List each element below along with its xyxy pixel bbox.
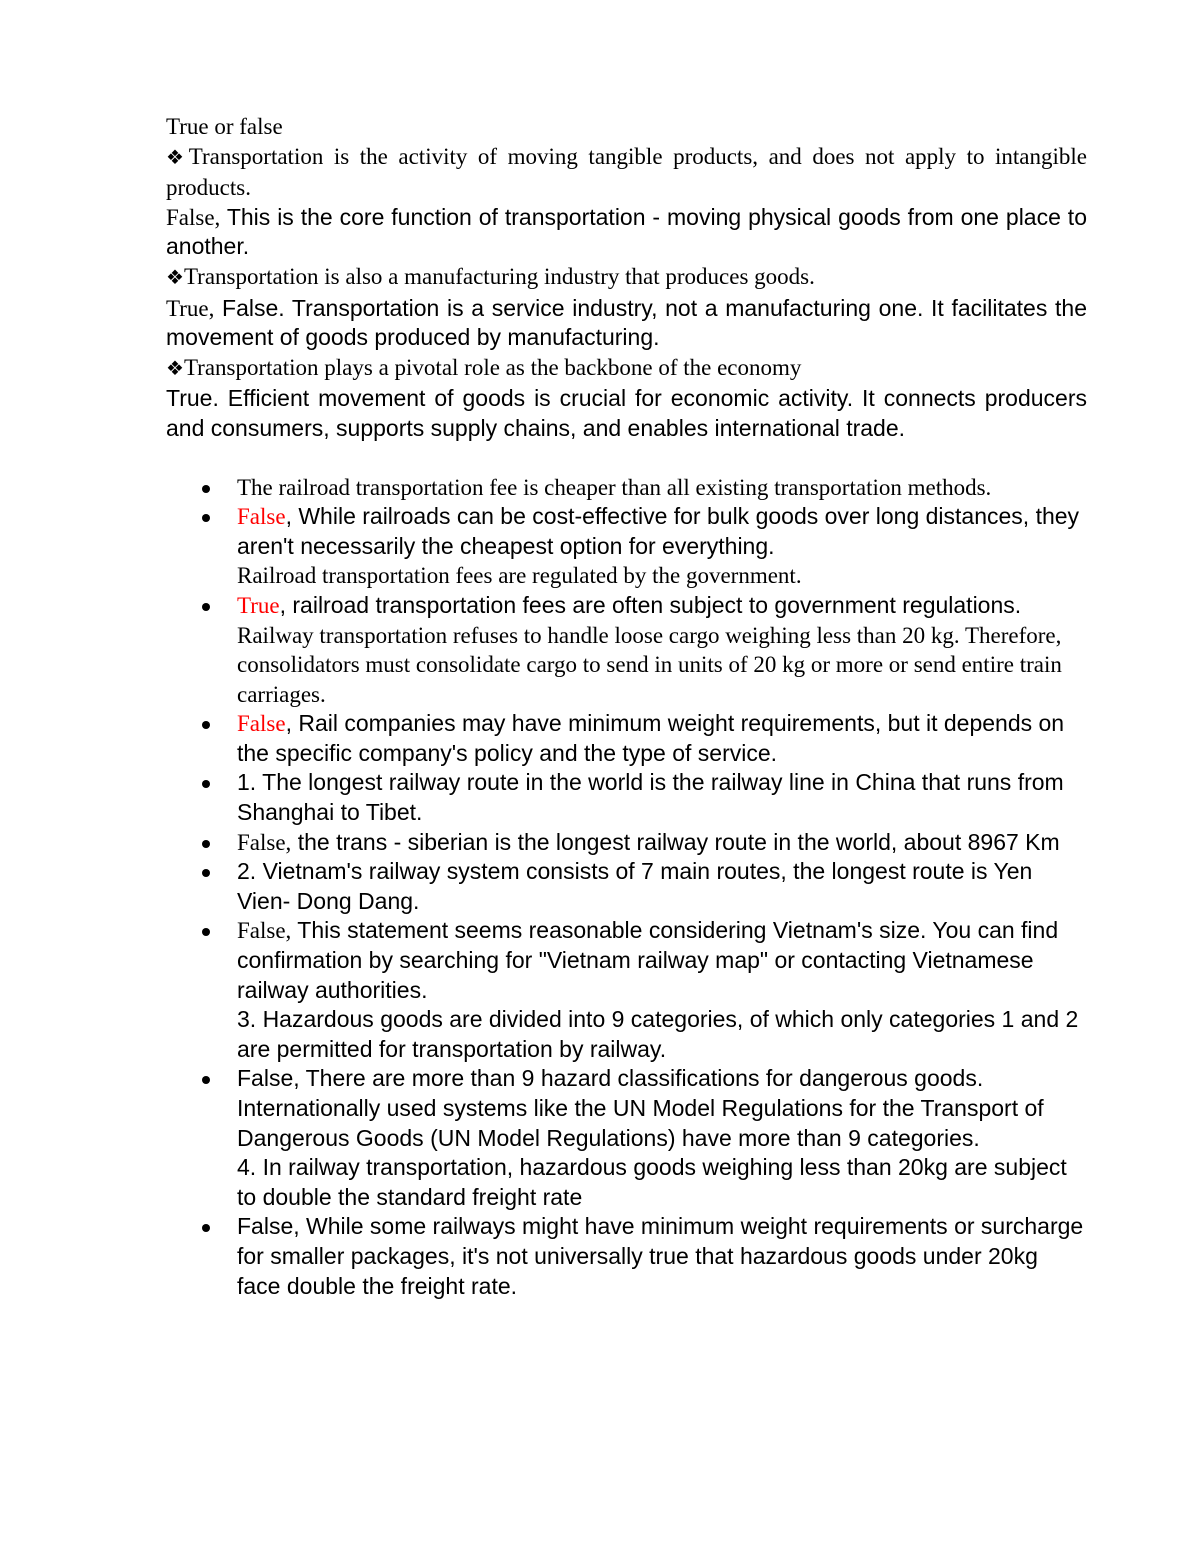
answer-1-label: False, [166, 204, 221, 230]
document-page [166, 112, 1087, 1301]
paragraph-gap [166, 444, 1087, 473]
list-item: 1. The longest railway route in the world is the railway line in China that runs from Shanghai to Tibet. [237, 768, 1087, 827]
list-continuation: Railroad transportation fees are regulated by the government. [237, 563, 802, 589]
answer-2-text: False. Transportation is a service industry, not a manufacturing one. It facilitates the movement of goods produced by manufacturing. [166, 294, 1087, 351]
answer-1 [166, 203, 1087, 262]
question-3 [166, 353, 1087, 385]
diamond-bullet-icon: ❖ [166, 357, 184, 380]
true-label: True [237, 592, 280, 618]
list-continuation: 3. Hazardous goods are divided into 9 categories, of which only categories 1 and 2 are permitted for transportation by railway. [237, 1006, 1079, 1062]
list-item: 2. Vietnam's railway system consists of 7 main routes, the longest route is Yen Vien- Dong Dang. [237, 857, 1087, 916]
false-label: False, [237, 829, 292, 855]
question-1-text: Transportation is the activity of moving tangible products, and does not apply to intangible products. [166, 143, 1087, 201]
question-2-text: Transportation is also a manufacturing industry that produces goods. [183, 263, 815, 289]
question-1 [166, 142, 1087, 203]
doc-heading: True or false [166, 114, 283, 139]
bullet-list [166, 473, 1087, 1302]
false-label: False [237, 711, 286, 737]
answer-3: True. Efficient movement of goods is crucial for economic activity. It connects producers and consumers, supports supply chains, and enables international trade. [166, 385, 1087, 441]
diamond-bullet-icon: ❖ [166, 266, 184, 289]
answer-1-text: This is the core function of transportation - moving physical goods from one place to another. [166, 203, 1087, 260]
list-item: False, the trans - siberian is the longest railway route in the world, about 8967 Km [237, 828, 1087, 858]
answer-2-label: True, [166, 295, 215, 321]
list-item: False, Rail companies may have minimum weight requirements, but it depends on the specific company's policy and the type of service. [237, 709, 1087, 768]
list-item: False, While some railways might have minimum weight requirements or surcharge for smaller packages, it's not universally true that hazardous goods under 20kg face double the freight rate. [237, 1212, 1087, 1301]
list-item: The railroad transportation fee is cheaper than all existing transportation methods. [237, 473, 1087, 503]
question-3-text: Transportation plays a pivotal role as the backbone of the economy [183, 354, 802, 380]
answer-2 [166, 294, 1087, 353]
question-2 [166, 262, 1087, 294]
false-label: False [237, 504, 286, 530]
diamond-bullet-icon: ❖ [166, 146, 189, 169]
list-item: False, This statement seems reasonable considering Vietnam's size. You can find confirmation by searching for "Vietnam railway map" or contacting Vietnamese railway authorities. 3. Hazardous goods are divided into 9 categories, of which only categories 1 and 2 are permitted for transportation by railway. [237, 916, 1087, 1064]
list-continuation: 4. In railway transportation, hazardous goods weighing less than 20kg are subject to double the standard freight rate [237, 1154, 1067, 1210]
list-item: True, railroad transportation fees are often subject to government regulations. Railway transportation refuses to handle loose cargo weighing less than 20 kg. Therefore, consolidators must consolidate cargo to send in units of 20 kg or more or send entire train carriages. [237, 591, 1087, 709]
false-label: False, [237, 918, 292, 944]
list-item: False, While railroads can be cost-effective for bulk goods over long distances, they aren't necessarily the cheapest option for everything. Railroad transportation fees are regulated by the government. [237, 502, 1087, 591]
list-continuation: Railway transportation refuses to handle loose cargo weighing less than 20 kg. Therefore, consolidators must consolidate cargo to send in units of 20 kg or more or send entire train carriages. [237, 622, 1062, 707]
list-item: False, There are more than 9 hazard classifications for dangerous goods. Internationally used systems like the UN Model Regulations for the Transport of Dangerous Goods (UN Model Regulations) have more than 9 categories. 4. In railway transportation, hazardous goods weighing less than 20kg are subject to double the standard freight rate [237, 1064, 1087, 1212]
